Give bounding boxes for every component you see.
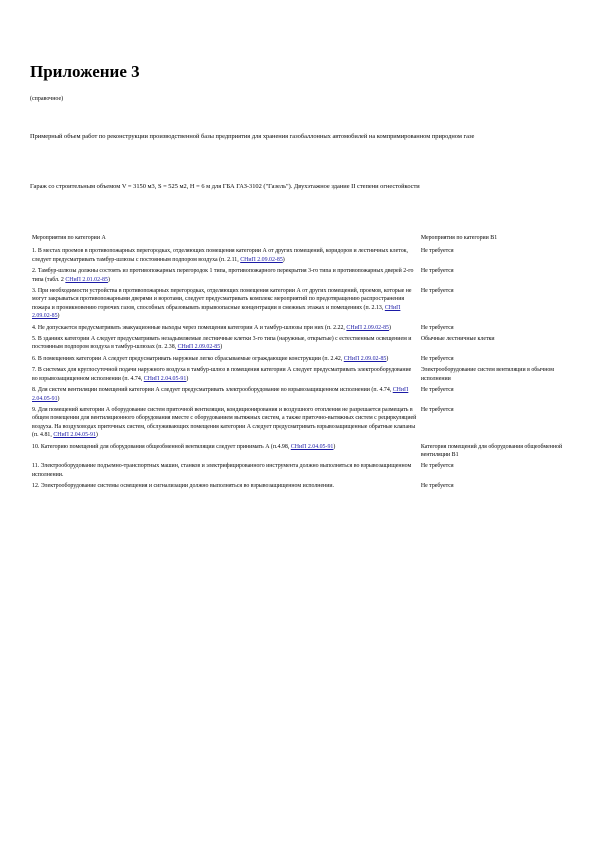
requirement-text: 10. Категорию помещений для оборудования общеобменной вентиляции следует принимать А (п.4.98, [32, 443, 291, 450]
table-row [30, 461, 565, 481]
intro-paragraph: Примерный объем работ по реконструкции производственной базы предприятия для хранения газобаллонных автомобилей на компримированном природном газе [30, 133, 475, 140]
requirement-category-b1: Не требуется [420, 248, 454, 255]
header-category-b1: Мероприятия по категории В1 [420, 235, 498, 241]
requirement-text: 6. В помещениях категории А следует предусматривать наружные легко сбрасываемые ограждающие конструкции (п. 2.42, [32, 355, 344, 362]
table-row [30, 405, 565, 442]
table-row [30, 442, 565, 462]
table-header-row [30, 232, 565, 246]
requirement-text: 1. В местах проемов в противопожарных перегородках, отделяющих помещения категории А от других помещений, коридоров и лестничных клеток, следует предусматривать тамбур-шлюзы с постоянным подпором воздуха (п. 2.11, [32, 248, 408, 263]
requirement-text-tail: ) [220, 344, 223, 351]
requirement-category-b1: Электрооборудование систем вентиляции в обычном исполнении [420, 367, 554, 382]
table-row [30, 246, 565, 266]
requirement-category-b1: Не требуется [420, 463, 454, 470]
requirement-category-a [30, 481, 419, 492]
requirement-text: 4. Не допускается предусматривать эвакуационные выходы через помещения категории А и тамбур-шлюзы при них (п. 2.22, [32, 324, 347, 331]
requirement-category-a [30, 334, 419, 354]
requirement-text: 3. При необходимости устройства в противопожарных перегородках, отделяющих помещения категории А от других помещений, проемов, которые не могут закрываться противопожарными дверями и воротами, следует предусматривать комплекс мероприятий по предотвращению распространения пожара и проникновению горючих газов, способных образовывать взрывоопасные концентрации в смежных этажах и помещениях (п. 2.13, [32, 288, 412, 311]
requirement-category-a [30, 323, 419, 334]
requirements-table [30, 232, 565, 493]
requirement-category-b1: Не требуется [420, 355, 454, 362]
requirement-category-b1: Не требуется [420, 268, 454, 275]
requirement-category-a [30, 246, 419, 266]
snip-reference-link[interactable]: СНиП 2.04.05-91 [290, 443, 334, 450]
requirement-category-b1: Не требуется [420, 324, 454, 331]
page-subtitle: (справочное) [30, 96, 64, 102]
table-row [30, 365, 565, 385]
requirement-category-a [30, 365, 419, 385]
requirement-text-tail: ) [107, 276, 110, 283]
snip-reference-link[interactable]: СНиП 2.04.05-91 [143, 375, 187, 382]
requirement-category-b1: Категория помещений для оборудования общеобменной вентиляции В1 [420, 443, 563, 458]
requirement-category-b1: Не требуется [420, 406, 454, 413]
requirement-text-tail: ) [57, 395, 60, 402]
requirement-text-tail: ) [282, 256, 285, 263]
requirement-text: 2. Тамбур-шлюзы должны состоять из противопожарных перегородок 1 типа, противопожарного перекрытия 3-го типа и противопожарных дверей 2-го типа (табл. 2 [32, 268, 414, 283]
page-title: Приложение 3 [30, 62, 140, 81]
snip-reference-link[interactable]: СНиП 2.09.02-85 [177, 344, 221, 351]
requirement-text: 9. Для помещений категории А оборудование систем приточной вентиляции, кондиционирования и воздушного отопления не разрешается размещать в общем помещении для вентиляционного оборудования вместе с оборудованием вытяжных систем, а также приточно-вытяжных систем с рециркуляцией воздуха. На воздуховодах приточных систем, обслуживающих помещения категории А следует предусматривать взрывозащищенные обратные клапаны (п. 4.81, [32, 406, 417, 439]
table-row [30, 354, 565, 365]
table-row [30, 385, 565, 405]
requirement-category-a [30, 385, 419, 405]
table-body [30, 246, 565, 492]
requirement-category-b1: Не требуется [420, 288, 454, 295]
requirement-text-tail: ) [386, 355, 389, 362]
requirement-text: 8. Для систем вентиляции помещений категории А следует предусматривать электрооборудование во взрывозащищенном исполнении (п. 4.74, [32, 387, 393, 394]
requirement-category-b1: Не требуется [420, 387, 454, 394]
requirement-text-tail: ) [186, 375, 189, 382]
requirement-text-tail: ) [57, 313, 60, 320]
snip-reference-link[interactable]: СНиП 2.09.02-85 [343, 355, 387, 362]
snip-reference-link[interactable]: СНиП 2.04.05-91 [53, 432, 96, 439]
requirement-category-a [30, 354, 419, 365]
requirement-text: 12. Электрооборудование системы освещения и сигнализации должно выполняться во взрывозащищенном исполнении. [32, 483, 334, 490]
table-row [30, 323, 565, 334]
snip-reference-link[interactable]: СНиП 2.04.05-91 [32, 387, 409, 402]
table-row [30, 286, 565, 323]
requirement-category-a [30, 461, 419, 481]
snip-reference-link[interactable]: СНиП 2.09.02-85 [32, 304, 401, 320]
requirement-text-tail: ) [95, 432, 98, 439]
requirement-text-tail: ) [388, 324, 391, 331]
table-row [30, 334, 565, 354]
requirement-category-a [30, 286, 419, 323]
requirement-text: 7. В системах для круглосуточной подачи наружного воздуха в тамбур-шлюз в помещения категории А следует предусматривать электрооборудование во взрывозащищенном исполнении (п. 4.74, [32, 367, 412, 382]
table-row [30, 481, 565, 492]
requirement-category-a [30, 405, 419, 442]
snip-reference-link[interactable]: СНиП 2.09.02-85 [346, 324, 389, 331]
snip-reference-link[interactable]: СНиП 2.01.02-85 [65, 276, 108, 283]
snip-reference-link[interactable]: СНиП 2.09.02-85 [240, 256, 283, 263]
requirement-text: 11. Электрооборудование подъемно-транспортных машин, станков и электрифицированного инструмента должно выполняться во взрывозащищенном исполнении. [32, 463, 412, 478]
garage-description: Гараж со строительным объемом V = 3150 м3, S = 525 м2, H = 6 м для ГБА ГАЗ-3102 ("Газель"). Двухэтажное здание II степени огнестойкости [30, 183, 420, 190]
header-category-a: Мероприятия по категории А [32, 235, 106, 241]
requirement-category-b1: Обычные лестничные клетки [420, 336, 495, 343]
table-row [30, 266, 565, 286]
requirement-category-b1: Не требуется [420, 483, 454, 490]
requirement-category-a [30, 266, 419, 286]
requirement-category-a [30, 442, 419, 462]
requirement-text-tail: ) [333, 443, 336, 450]
requirement-text: 5. В зданиях категории А следует предусматривать незадымляемые лестничные клетки 3-го типа (наружные, открытые) с естественным освещением и постоянным подпором воздуха в тамбур-шлюзах (п. 2.38, [32, 336, 412, 351]
